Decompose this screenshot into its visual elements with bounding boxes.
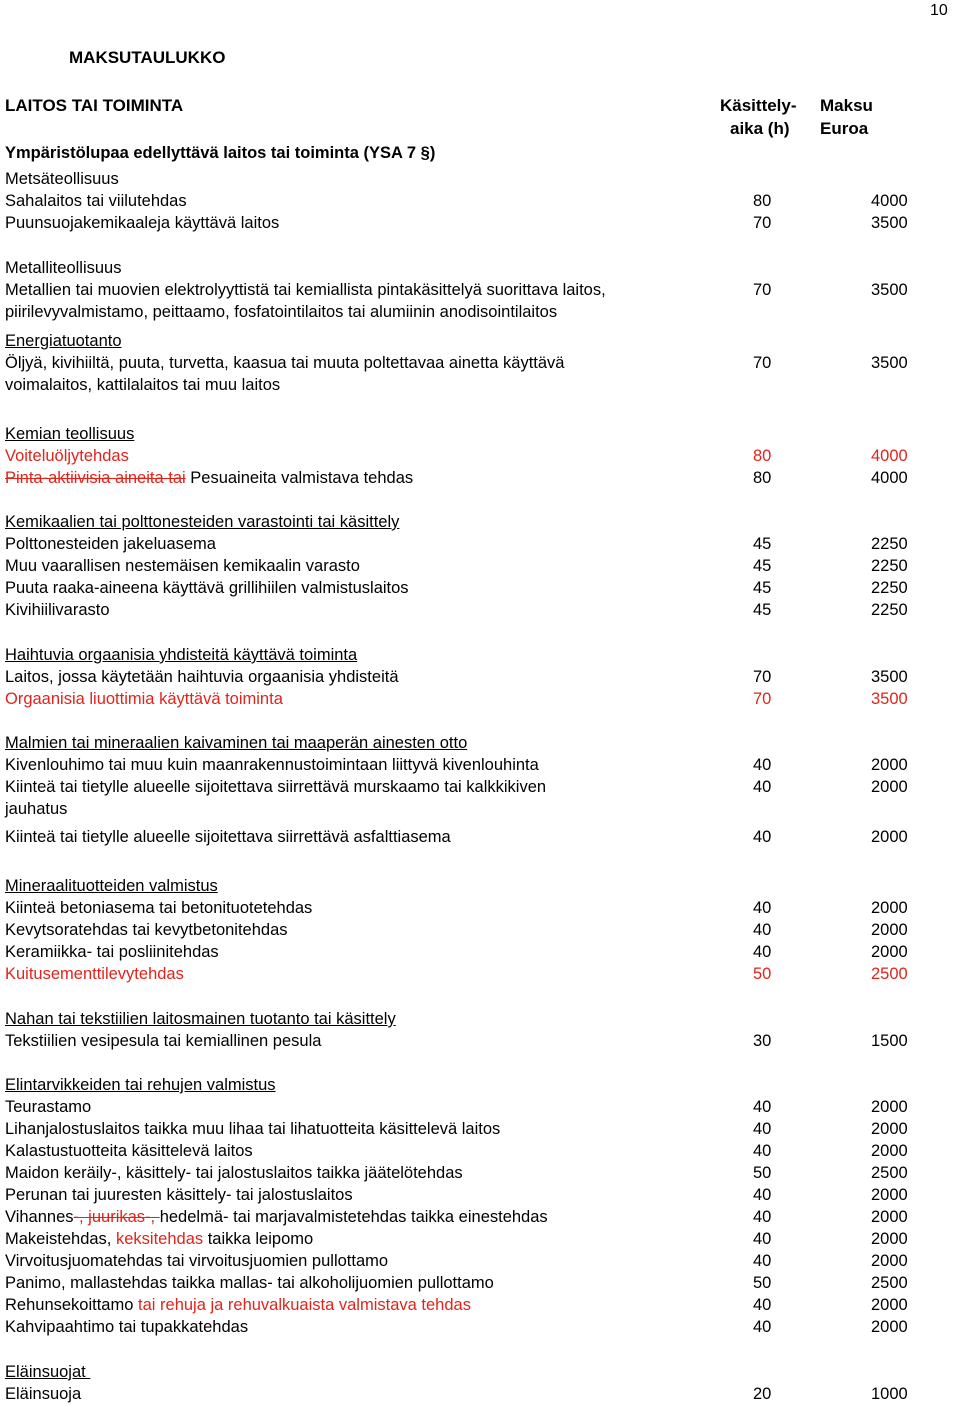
- row-name-deleted: -, juurikas-,: [73, 1208, 160, 1226]
- row-time: 45: [753, 601, 772, 619]
- section-heading: Mineraalituotteiden valmistus: [5, 877, 218, 895]
- row-name: Panimo, mallastehdas taikka mallas- tai alkoholijuomien pullottamo: [5, 1274, 494, 1292]
- row-time: 45: [753, 535, 772, 553]
- row-fee: 4000: [871, 447, 908, 465]
- row-fee: 1000: [871, 1385, 908, 1403]
- row-name: Metallien tai muovien elektrolyyttistä tai kemiallista pintakäsittelyä suorittava laitos,: [5, 281, 606, 299]
- row-time: 40: [753, 943, 772, 961]
- row-name: Kiinteä tai tietylle alueelle sijoitettava siirrettävä asfalttiasema: [5, 828, 451, 846]
- row-time: 40: [753, 1186, 772, 1204]
- row-time: 40: [753, 756, 772, 774]
- row-fee: 3500: [871, 690, 908, 708]
- row-name: Öljyä, kivihiiltä, puuta, turvetta, kaasua tai muuta poltettavaa ainetta käyttävä: [5, 354, 565, 372]
- row-name: Keramiikka- tai posliinitehdas: [5, 943, 219, 961]
- column-header-time-line1: Käsittely-: [720, 96, 797, 115]
- row-time: 80: [753, 192, 772, 210]
- row-name: Orgaanisia liuottimia käyttävä toiminta: [5, 690, 283, 708]
- row-fee: 2000: [871, 1142, 908, 1160]
- row-time: 70: [753, 281, 772, 299]
- row-time: 40: [753, 778, 772, 796]
- row-time: 40: [753, 899, 772, 917]
- row-fee: 2250: [871, 557, 908, 575]
- row-name: Puunsuojakemikaaleja käyttävä laitos: [5, 214, 280, 232]
- column-header-time-line2: aika (h): [730, 119, 790, 138]
- row-name: Eläinsuoja: [5, 1385, 82, 1403]
- row-name: Perunan tai juuresten käsittely- tai jalostuslaitos: [5, 1186, 353, 1204]
- row-fee: 2000: [871, 1230, 908, 1248]
- row-time: 40: [753, 1252, 772, 1270]
- row-fee: 3500: [871, 668, 908, 686]
- row-name: Muu vaarallisen nestemäisen kemikaalin varasto: [5, 557, 360, 575]
- section-heading: Energiatuotanto: [5, 332, 122, 350]
- row-fee: 2000: [871, 1252, 908, 1270]
- row-fee: 2000: [871, 1098, 908, 1116]
- row-fee: 3500: [871, 281, 908, 299]
- row-time: 40: [753, 1208, 772, 1226]
- row-time: 70: [753, 354, 772, 372]
- row-fee: 3500: [871, 354, 908, 372]
- row-time: 50: [753, 1164, 772, 1182]
- column-header-time: [720, 94, 810, 140]
- row-fee: 3500: [871, 214, 908, 232]
- row-fee: 2500: [871, 965, 908, 983]
- row-time: 40: [753, 1296, 772, 1314]
- row-time: 30: [753, 1032, 772, 1050]
- row-name-added: tai rehuja ja rehuvalkuaista valmistava tehdas: [133, 1296, 471, 1314]
- row-name: Sahalaitos tai viilutehdas: [5, 192, 187, 210]
- row-fee: 2250: [871, 579, 908, 597]
- row-name: Voiteluöljytehdas: [5, 447, 129, 465]
- row-time: 45: [753, 557, 772, 575]
- row-name: Tekstiilien vesipesula tai kemiallinen pesula: [5, 1032, 322, 1050]
- row-fee: 4000: [871, 192, 908, 210]
- section-heading: Malmien tai mineraalien kaivaminen tai maaperän ainesten otto: [5, 734, 468, 752]
- row-name: Teurastamo: [5, 1098, 92, 1116]
- row-fee: 1500: [871, 1032, 908, 1050]
- row-time: 70: [753, 690, 772, 708]
- row-time: 80: [753, 447, 772, 465]
- section-heading: Elintarvikkeiden tai rehujen valmistus: [5, 1076, 276, 1094]
- row-name: Puuta raaka-aineena käyttävä grillihiilen valmistuslaitos: [5, 579, 409, 597]
- row-name: Kivihiilivarasto: [5, 601, 110, 619]
- row-time: 70: [753, 214, 772, 232]
- row-fee: 2000: [871, 899, 908, 917]
- row-time: 40: [753, 1230, 772, 1248]
- row-name: Polttonesteiden jakeluasema: [5, 535, 216, 553]
- row-fee: 2000: [871, 828, 908, 846]
- row-fee: 2000: [871, 1318, 908, 1336]
- row-name-part: Vihannes: [5, 1208, 74, 1226]
- row-name-part: taikka leipomo: [203, 1230, 314, 1248]
- section-heading: Metalliteollisuus: [5, 259, 122, 277]
- column-header-activity: LAITOS TAI TOIMINTA: [5, 96, 184, 115]
- row-name: Kiinteä tai tietylle alueelle sijoitettava siirrettävä murskaamo tai kalkkikiven: [5, 778, 547, 796]
- row-name: Kiinteä betoniasema tai betonituotetehdas: [5, 899, 313, 917]
- row-time: 40: [753, 1142, 772, 1160]
- row-time: 40: [753, 921, 772, 939]
- row-time: 70: [753, 668, 772, 686]
- row-time: 50: [753, 965, 772, 983]
- row-name: Kahvipaahtimo tai tupakkatehdas: [5, 1318, 249, 1336]
- row-time: 50: [753, 1274, 772, 1292]
- row-name: Kuitusementtilevytehdas: [5, 965, 184, 983]
- row-fee: 2250: [871, 601, 908, 619]
- page-number: 10: [930, 2, 948, 19]
- row-time: 80: [753, 469, 772, 487]
- section-heading: Metsäteollisuus: [5, 170, 119, 188]
- row-name: Maidon keräily-, käsittely- tai jalostuslaitos taikka jäätelötehdas: [5, 1164, 463, 1182]
- row-name: Kevytsoratehdas tai kevytbetonitehdas: [5, 921, 288, 939]
- column-header-fee-line1: Maksu: [820, 96, 873, 115]
- row-name: [5, 1294, 705, 1316]
- row-name-rest: Pesuaineita valmistava tehdas: [185, 469, 414, 487]
- row-name: Virvoitusjuomatehdas tai virvoitusjuomien pullottamo: [5, 1252, 389, 1270]
- row-fee: 2500: [871, 1274, 908, 1292]
- row-time: 40: [753, 1098, 772, 1116]
- row-name: Lihanjalostuslaitos taikka muu lihaa tai lihatuotteita käsittelevä laitos: [5, 1120, 501, 1138]
- row-fee: 2000: [871, 1120, 908, 1138]
- row-name: jauhatus: [5, 800, 68, 818]
- row-time: 20: [753, 1385, 772, 1403]
- row-fee: 2000: [871, 943, 908, 961]
- column-header-fee: [820, 94, 873, 140]
- row-name: [5, 467, 705, 489]
- row-name: [5, 1228, 705, 1250]
- row-name: Kivenlouhimo tai muu kuin maanrakennustoimintaan liittyvä kivenlouhinta: [5, 756, 539, 774]
- row-name-deleted: Pinta-aktiivisia aineita tai: [5, 469, 186, 487]
- section-heading: Eläinsuojat: [5, 1363, 91, 1381]
- row-time: 45: [753, 579, 772, 597]
- row-fee: 2000: [871, 921, 908, 939]
- section-heading: Nahan tai tekstiilien laitosmainen tuotanto tai käsittely: [5, 1010, 396, 1028]
- section-heading: Kemian teollisuus: [5, 425, 135, 443]
- section-heading: Kemikaalien tai polttonesteiden varastointi tai käsittely: [5, 513, 400, 531]
- row-fee: 2000: [871, 756, 908, 774]
- section-subtitle: Ympäristölupaa edellyttävä laitos tai toiminta (YSA 7 §): [5, 144, 436, 162]
- row-name: Kalastustuotteita käsittelevä laitos: [5, 1142, 253, 1160]
- page-title: MAKSUTAULUKKO: [69, 48, 226, 67]
- row-name-part: Rehunsekoittamo: [5, 1296, 134, 1314]
- row-fee: 2000: [871, 1208, 908, 1226]
- row-name: piirilevyvalmistamo, peittaamo, fosfatointilaitos tai alumiinin anodisointilaitos: [5, 303, 558, 321]
- row-time: 40: [753, 1318, 772, 1336]
- row-name-part: hedelmä- tai marjavalmistetehdas taikka einestehdas: [159, 1208, 548, 1226]
- row-name: voimalaitos, kattilalaitos tai muu laitos: [5, 376, 281, 394]
- row-fee: 4000: [871, 469, 908, 487]
- row-fee: 2000: [871, 1296, 908, 1314]
- row-fee: 2250: [871, 535, 908, 553]
- column-header-fee-line2: Euroa: [820, 119, 869, 138]
- row-time: 40: [753, 828, 772, 846]
- section-heading: Haihtuvia orgaanisia yhdisteitä käyttävä toiminta: [5, 646, 358, 664]
- row-fee: 2000: [871, 1186, 908, 1204]
- row-name: Laitos, jossa käytetään haihtuvia orgaanisia yhdisteitä: [5, 668, 399, 686]
- row-time: 40: [753, 1120, 772, 1138]
- row-fee: 2000: [871, 778, 908, 796]
- row-name-added: keksitehdas: [115, 1230, 204, 1248]
- row-name: [5, 1206, 705, 1228]
- row-name-part: Makeistehdas,: [5, 1230, 116, 1248]
- row-fee: 2500: [871, 1164, 908, 1182]
